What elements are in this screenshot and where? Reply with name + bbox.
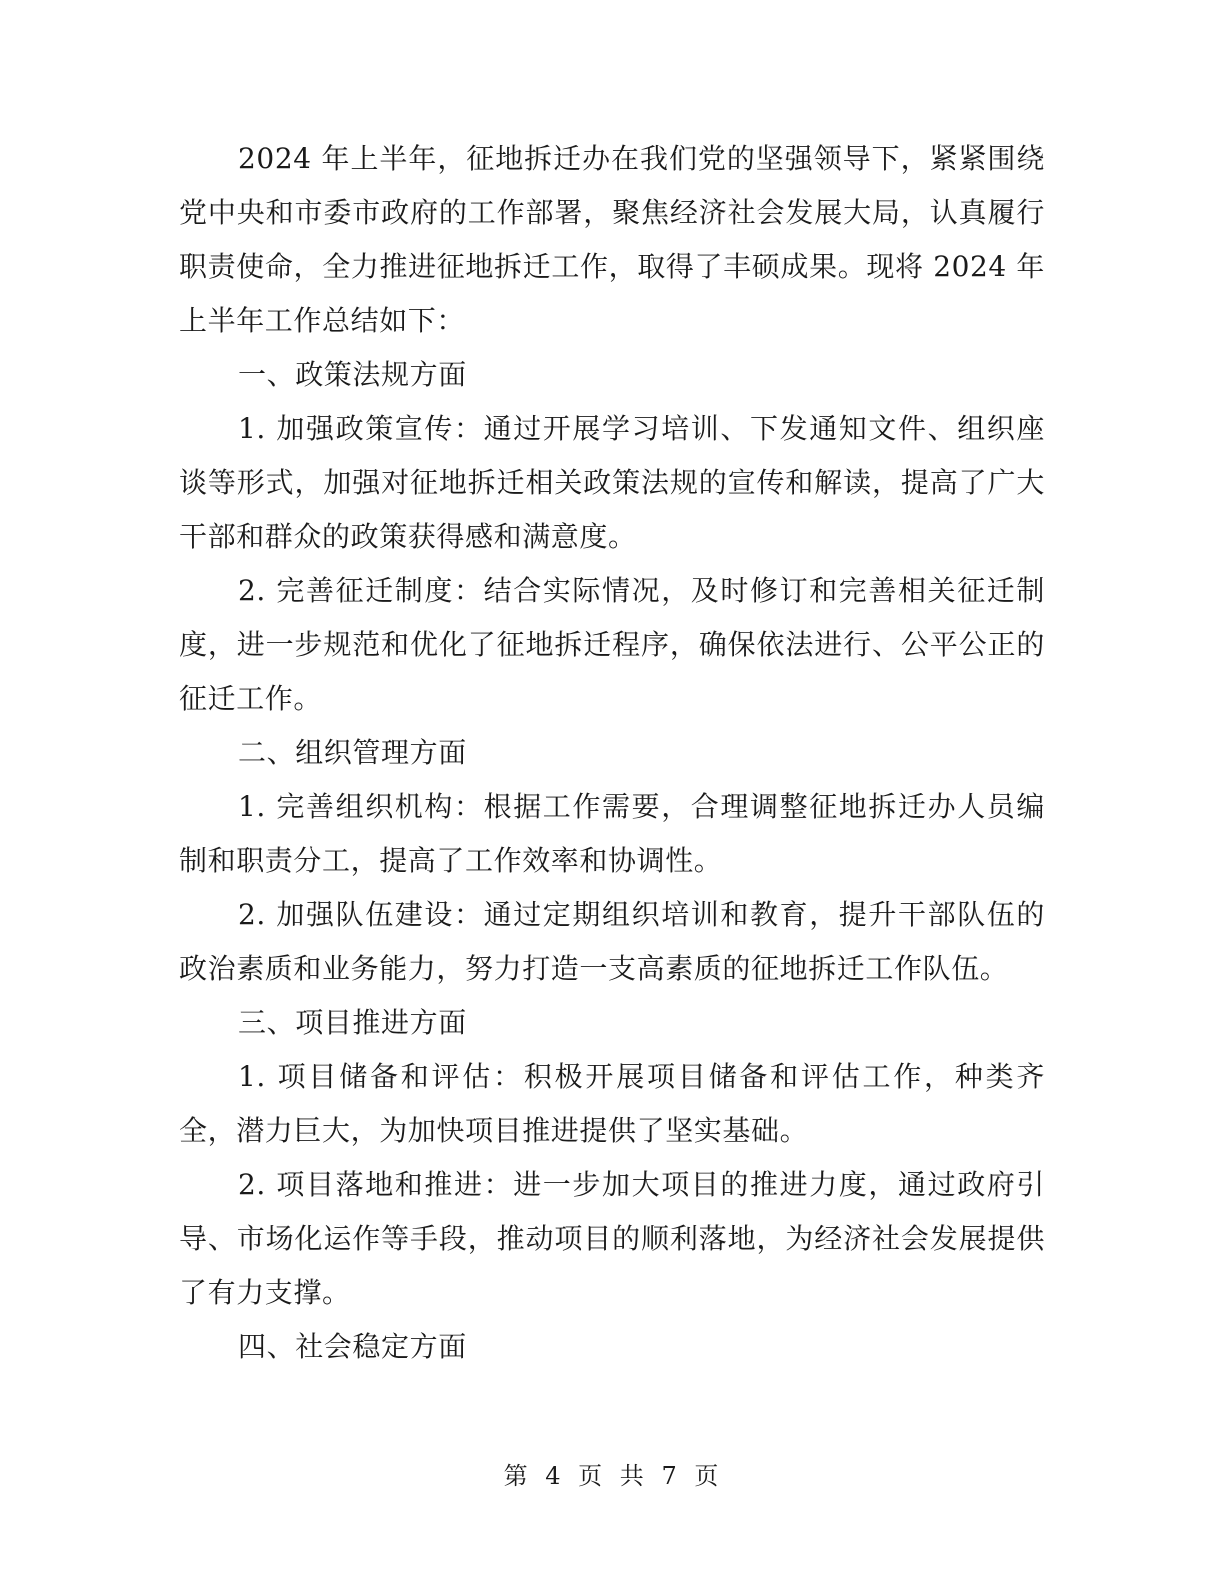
- section-item: 2. 加强队伍建设：通过定期组织培训和教育，提升干部队伍的政治素质和业务能力，努力打造一支高素质的征地拆迁工作队伍。: [179, 898, 1045, 985]
- section-item: 2. 完善征迁制度：结合实际情况，及时修订和完善相关征迁制度，进一步规范和优化了征地拆迁程序，确保依法进行、公平公正的征迁工作。: [179, 574, 1045, 715]
- section-heading-projects: 三、项目推进方面: [238, 1006, 467, 1039]
- page-number-footer: 第 4 页 共 7 页: [503, 1462, 721, 1490]
- section-item: 2. 项目落地和推进：进一步加大项目的推进力度，通过政府引导、市场化运作等手段，推动项目的顺利落地，为经济社会发展提供了有力支撑。: [179, 1168, 1045, 1309]
- section-item: 1. 加强政策宣传：通过开展学习培训、下发通知文件、组织座谈等形式，加强对征地拆迁相关政策法规的宣传和解读，提高了广大干部和群众的政策获得感和满意度。: [179, 412, 1045, 553]
- section-item: 1. 项目储备和评估：积极开展项目储备和评估工作，种类齐全，潜力巨大，为加快项目推进提供了坚实基础。: [179, 1060, 1045, 1147]
- intro-paragraph: 2024 年上半年，征地拆迁办在我们党的坚强领导下，紧紧围绕党中央和市委市政府的工作部署，聚焦经济社会发展大局，认真履行职责使命，全力推进征地拆迁工作，取得了丰硕成果。现将 2024 年上半年工作总结如下：: [179, 142, 1045, 337]
- section-item: 1. 完善组织机构：根据工作需要，合理调整征地拆迁办人员编制和职责分工，提高了工作效率和协调性。: [179, 790, 1045, 877]
- section-heading-organization: 二、组织管理方面: [238, 736, 467, 769]
- section-heading-policy: 一、政策法规方面: [238, 358, 467, 391]
- document-body: [179, 132, 1045, 1374]
- section-heading-stability: 四、社会稳定方面: [238, 1330, 467, 1363]
